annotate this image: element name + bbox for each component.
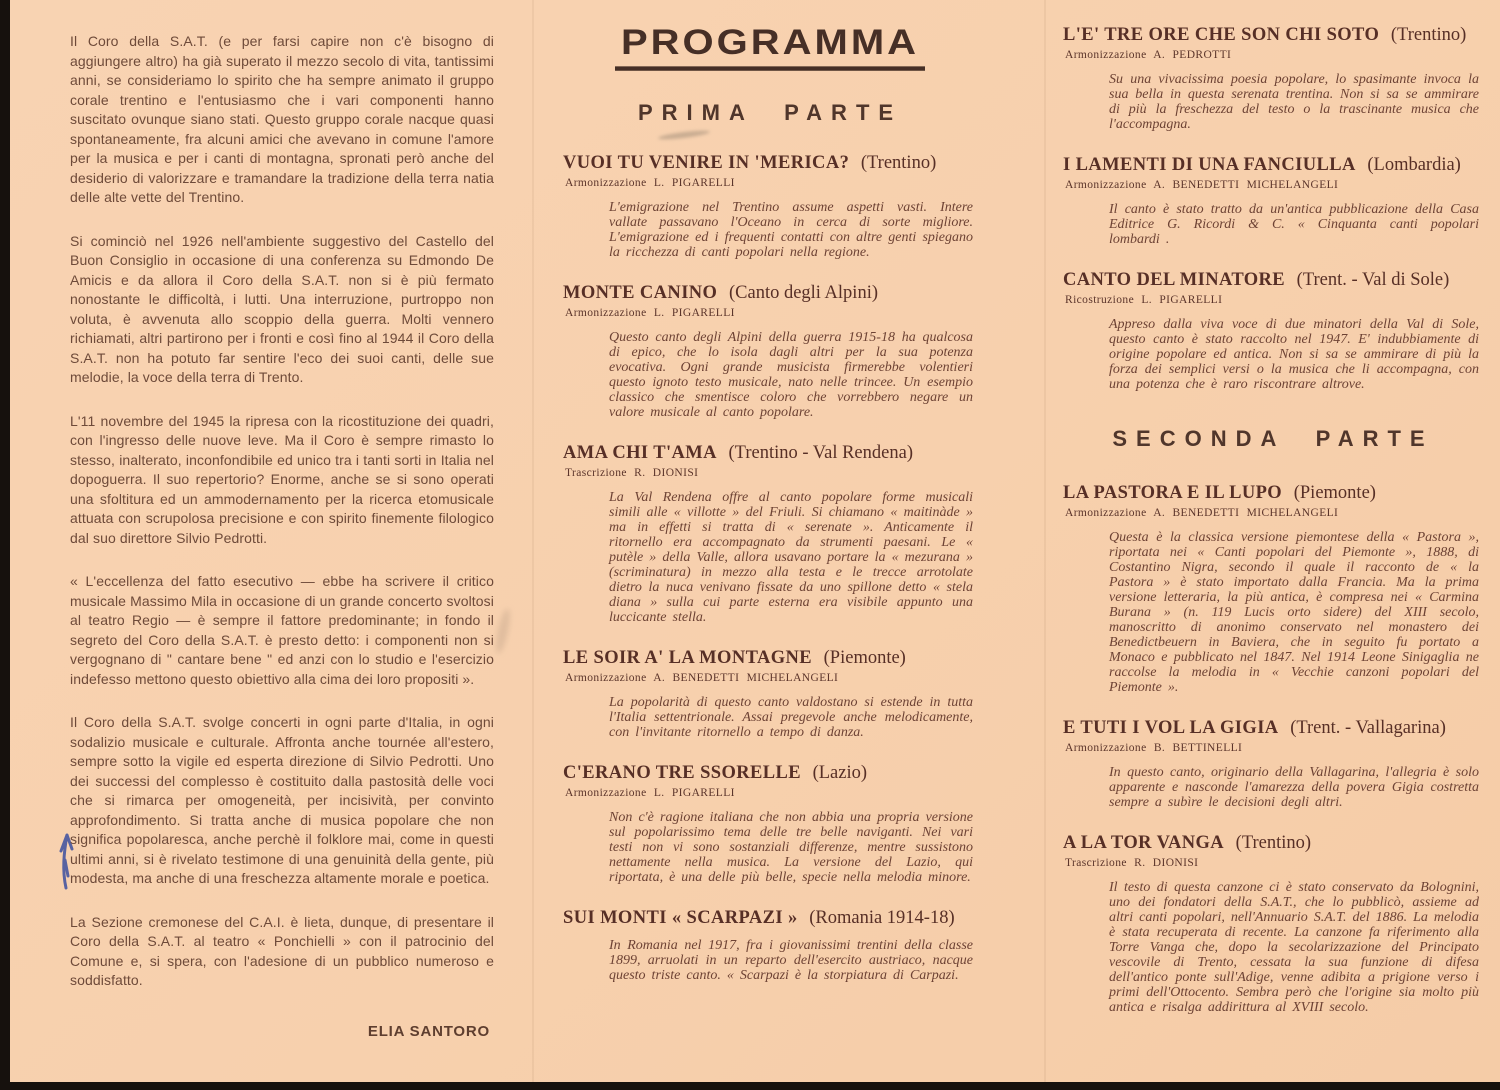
intro-paragraph: Si cominciò nel 1926 nell'ambiente suggestivo del Castello del Buon Consiglio in occasione di una conferenza su Edmondo De Amicis e da allora il Coro della S.A.T. non si è più fermato nonostante le difficoltà, i lutti. Una interruzione, purtroppo non voluta, è avvenuta allo scoppio della guerra. Molti vennero richiamati, altri partirono per i fronti e così fino al 1944 il Coro della S.A.T. non ha potuto far sentire l'eco dei suoi canti, delle sue melodie, la voce della terra di Trento.	[70, 232, 494, 385]
paper-stain	[493, 607, 512, 654]
song-credit: Trascrizione R. DIONISI	[1065, 857, 1199, 869]
song-title: L'E' TRE ORE CHE SON CHI SOTO	[1063, 25, 1380, 45]
song-credit: Ricostruzione L. PIGARELLI	[1065, 294, 1223, 306]
song-title-line	[1063, 24, 1483, 46]
song-description: Appreso dalla viva voce di due minatori della Val di Sole, questo canto è stato raccolto nel 1947. E' indubbiamente di origine popolare ed antica. Non si sa se ammirare di più la forza dei semplici versi o la musica che li accompagna, con una potenza che è raro riscontrare altrove.	[1109, 317, 1479, 392]
song-title-line	[1063, 832, 1483, 854]
song-credit: Armonizzazione L. PIGARELLI	[565, 307, 735, 319]
song-region: (Lazio)	[812, 763, 868, 783]
song-region: (Trentino - Val Rendena)	[728, 443, 913, 463]
song-entry	[563, 762, 977, 885]
song-credit: Armonizzazione A. BENEDETTI MICHELANGELI	[1065, 179, 1339, 191]
song-title: LE SOIR A' LA MONTAGNE	[563, 648, 813, 668]
song-region: (Trent. - Vallagarina)	[1290, 718, 1446, 738]
song-title-line	[563, 152, 977, 174]
song-description: Su una vivacissima poesia popolare, lo spasimante invoca la sua bella in questa serenata trentina. Non si sa se ammirare di più la freschezza del testo o la trascinante musica che l'accompagna.	[1109, 72, 1479, 132]
song-description: Questa è la classica versione piemontese della « Pastora », riportata nei « Canti popolari del Piemonte », 1888, di Costantino Nigra, secondo il quale il racconto de « la Pastora » è stato importato dalla Francia. Ma la prima versione letteraria, la più antica, è compresa nei « Carmina Burana » (n. 119 Lucis orto sidere) del XIII secolo, manoscritto di anonimo conservato nel monastero dei Benedictbeuern in Baviera, che in seguito fu portato a Monaco e pubblicato nel 1847. Nel 1914 Leone Sinigaglia ne raccolse la melodia in « Vecchie canzoni popolari del Piemonte ».	[1109, 530, 1479, 695]
song-description: Non c'è ragione italiana che non abbia una propria versione sul popolarissimo tema delle tre belle naviganti. Nei vari testi non vi sono sostanziali differenze, mentre sussistono nettamente nella musica. La versione del Lazio, qui riportata, è una delle più belle, specie nella melodia minore.	[609, 810, 973, 885]
song-title-line	[563, 907, 977, 929]
song-title: VUOI TU VENIRE IN 'MERICA?	[563, 153, 850, 173]
part-two-heading: SECONDA PARTE	[1112, 426, 1434, 451]
song-description: Il canto è stato tratto da un'antica pubblicazione della Casa Editrice G. Ricordi & C. « Cinquanta canti popolari lombardi .	[1109, 202, 1479, 247]
program-column-first	[563, 20, 977, 1005]
intro-paragraph: Il Coro della S.A.T. svolge concerti in ogni parte d'Italia, in ogni sodalizio musicale e culturale. Affronta anche tournée all'estero, sempre sotto la vigile ed esperta direzione di Silvio Pedrotti. Uno dei successi del complesso è costituito dalla pastosità delle voci che si rimarca per omogeneità, per incisività, per convinto approfondimento. Si tratta anche di musica popolare che non significa popolaresca, anche perchè il folklore mai, come in questi ultimi anni, si è rivelato testimone di una genuinità della gente, più modesta, ma anche di una freschezza altamente morale e poetica.	[70, 714, 494, 886]
song-title-line	[563, 647, 977, 669]
song-title: E TUTI I VOL LA GIGIA	[1063, 718, 1279, 738]
paper-sheet	[10, 0, 1500, 1082]
song-title-line	[563, 282, 977, 304]
song-title-line	[563, 762, 977, 784]
song-title: CANTO DEL MINATORE	[1063, 270, 1286, 290]
intro-paragraph: La Sezione cremonese del C.A.I. è lieta, dunque, di presentare il Coro della S.A.T. al teatro « Ponchielli » con il patrocinio del Comune e, si spera, con l'adesione di un pubblico numeroso e soddisfatto.	[70, 913, 494, 988]
song-region: (Lombardia)	[1367, 155, 1461, 175]
song-title: AMA CHI T'AMA	[563, 443, 717, 463]
song-region: (Piemonte)	[823, 648, 906, 668]
song-region: (Romania 1914-18)	[809, 908, 955, 928]
intro-column	[70, 32, 494, 1040]
song-credit: Armonizzazione L. PIGARELLI	[565, 177, 735, 189]
song-title: A LA TOR VANGA	[1063, 833, 1225, 853]
song-title: C'ERANO TRE SSORELLE	[563, 763, 801, 783]
fold-crease-left	[532, 0, 534, 1082]
song-description: In questo canto, originario della Vallagarina, l'allegria è solo apparente e nasconde l'amarezza della povera Gigia costretta sempre a subìre le decisioni degli altri.	[1109, 765, 1479, 810]
song-description: La popolarità di questo canto valdostano si estende in tutta l'Italia settentrionale. Assai pregevole anche melodicamente, con l'invitante ritornello a tempo di danza.	[609, 695, 973, 740]
song-entry	[563, 152, 977, 260]
song-title: SUI MONTI « SCARPAZI »	[563, 908, 798, 928]
song-description: Questo canto degli Alpini della guerra 1915-18 ha qualcosa di epico, che lo isola dagli altri per la sua potenza evocativa. Ogni grande musicista firmerebbe volentieri questo ignoto testo musicale, nato nelle trincee. Un esempio classico che smentisce coloro che vorrebbero negare un valore musicale al canto popolare.	[609, 330, 973, 420]
intro-paragraph: « L'eccellenza del fatto esecutivo — ebbe ha scrivere il critico musicale Massimo Mila in occasione di un grande concerto svoltosi al teatro Regio — è sempre il fattore predominante; in fondo il segreto del Coro della S.A.T. è presto detto: i componenti non si vergognano di " cantare bene " ed anzi con lo studio e l'esercizio indefesso mettono questo obiettivo alla cima dei loro propositi ».	[70, 573, 494, 687]
song-title-line	[1063, 482, 1483, 504]
song-title-line	[563, 442, 977, 464]
intro-paragraph: Il Coro della S.A.T. (e per farsi capire non c'è bisogno di aggiungere altro) ha già superato il mezzo secolo di vita, tantissimi anni, se consideriamo lo spirito che ha sempre animato il gruppo corale trentino e l'entusiasmo che i vari componenti hanno suscitato ovunque siano stati. Questo gruppo corale nacque quasi spontaneamente, fra alcuni amici che avevano in comune l'amore per la musica e per i canti di montagna, spronati però anche del desiderio di valorizzare e tramandare la tradizione della terra natia delle alte vette del Trentino.	[70, 33, 494, 205]
song-description: Il testo di questa canzone ci è stato conservato da Bolognini, uno dei fondatori della S.A.T., che lo pubblicò, assieme ad altri canti popolari, nell'Annuario S.A.T. del 1886. La melodia è stata recuperata di recente. La canzone fa riferimento alla Torre Vanga che, dopo la secolarizzazione del Principato vescovile di Trento, cessata la sua funzione di difesa dell'antico ponte sull'Adige, venne adibita a prigione verso i primi dell'Ottocento. Sembra però che l'origine sia molto più antica e risalga addirittura al XVIII secolo.	[1109, 880, 1480, 1015]
song-entry	[1063, 24, 1483, 132]
song-region: (Trent. - Val di Sole)	[1296, 270, 1450, 290]
song-region: (Trentino)	[1390, 25, 1467, 45]
song-description: La Val Rendena offre al canto popolare forme musicali simili alle « villotte » del Friuli. Si chiamano « maitinàde » ma in effetti si tratta di « serenate ». Anticamente il ritornello era accompagnato da strumenti paesani. Le « putèle » della Valle, allora usavano portare la « mezurana » (scriminatura) in mezzo alla testa e le trecce arrotolate dietro la nuca venivano fissate da uno spillone detto « stela diana » sulla cui parte esterna era visibile appunto una luccicante stella.	[609, 490, 973, 625]
song-entry	[563, 282, 977, 420]
song-entry	[1063, 154, 1483, 247]
song-region: (Trentino)	[1235, 833, 1312, 853]
song-entry	[1063, 482, 1483, 695]
song-entry	[563, 647, 977, 740]
fold-crease-right	[1044, 0, 1046, 1082]
song-entry	[1063, 717, 1483, 810]
song-region: (Trentino)	[860, 153, 937, 173]
song-credit: Armonizzazione A. BENEDETTI MICHELANGELI	[565, 672, 839, 684]
song-title-line	[1063, 717, 1483, 739]
song-title: LA PASTORA E IL LUPO	[1063, 483, 1283, 503]
song-entry	[1063, 269, 1483, 392]
song-title-line	[1063, 269, 1483, 291]
song-title: I LAMENTI DI UNA FANCIULLA	[1063, 155, 1356, 175]
song-entry	[563, 442, 977, 625]
song-region: (Piemonte)	[1293, 483, 1376, 503]
song-region: (Canto degli Alpini)	[728, 283, 878, 303]
song-credit: Armonizzazione L. PIGARELLI	[565, 787, 735, 799]
program-column-second	[1063, 24, 1483, 1037]
song-description: In Romania nel 1917, fra i giovanissimi trentini della classe 1899, arruolati in un reparto dell'esercito austriaco, nacque questo triste canto. « Scarpazi è la storpiatura di Carpazi.	[609, 938, 973, 983]
part-one-heading: PRIMA PARTE	[637, 100, 903, 125]
intro-paragraph: L'11 novembre del 1945 la ripresa con la ricostituzione dei quadri, con l'ingresso delle nuove leve. Ma il Coro è sempre rimasto lo stesso, inalterato, inconfondibile ed unico tra i tanti sorti in Italia nel dopoguerra. Il suo repertorio? Enorme, anche se si sono operati una sfoltitura ed un ammodernamento per la ricerca etomusicale attuata con scrupolosa precisione e con spirito finemente filologico dal suo direttore Silvio Pedrotti.	[70, 412, 494, 546]
page-title: PROGRAMMA	[615, 23, 925, 71]
song-entry	[1063, 832, 1483, 1015]
song-entry	[563, 907, 977, 983]
song-credit: Armonizzazione A. BENEDETTI MICHELANGELI	[1065, 507, 1339, 519]
song-title: MONTE CANINO	[563, 283, 718, 303]
song-credit: Armonizzazione B. BETTINELLI	[1065, 742, 1243, 754]
song-description: L'emigrazione nel Trentino assume aspetti vasti. Intere vallate passavano l'Oceano in cerca di sorte migliore. L'emigrazione ed i frequenti contatti con altre genti spiegano la ricchezza di canti popolari nella regione.	[609, 200, 973, 260]
song-credit: Armonizzazione A. PEDROTTI	[1065, 49, 1232, 61]
song-title-line	[1063, 154, 1483, 176]
author-signature: ELIA SANTORO	[367, 1022, 490, 1040]
song-credit: Trascrizione R. DIONISI	[565, 467, 699, 479]
